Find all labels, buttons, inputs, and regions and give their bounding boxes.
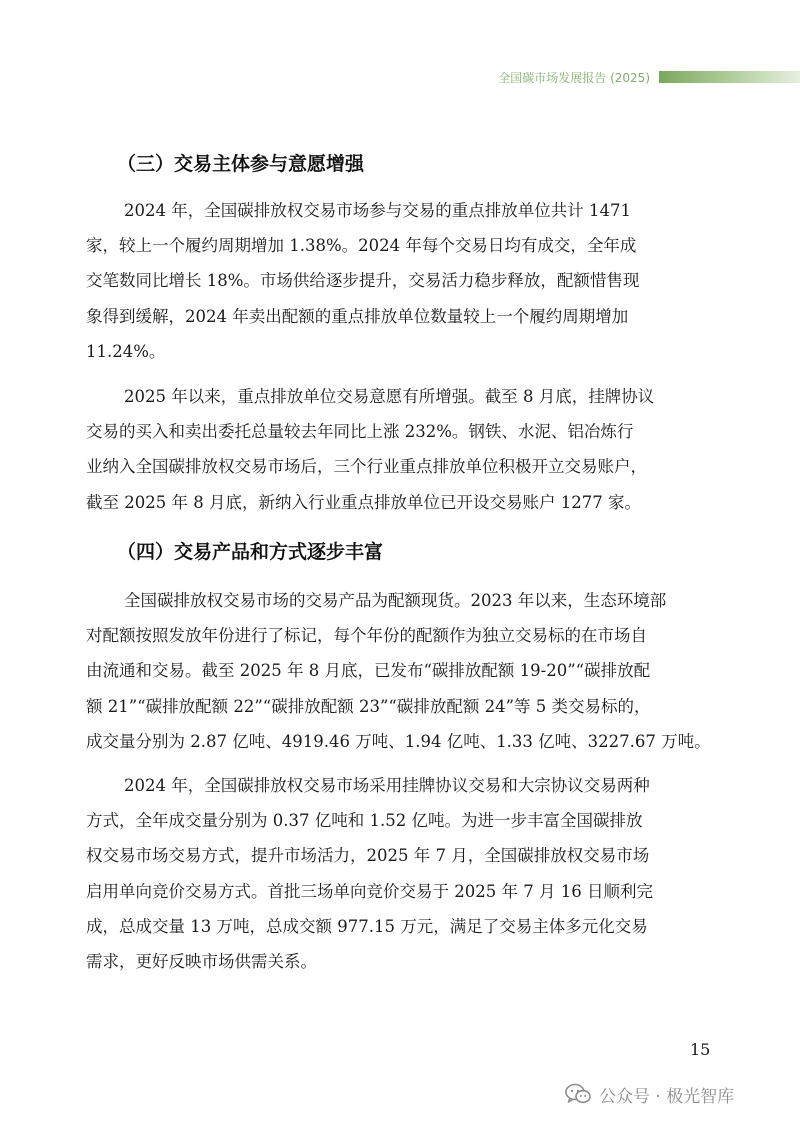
paragraph-line: 象得到缓解，2024 年卖出配额的重点排放单位数量较上一个履约周期增加 — [86, 306, 629, 326]
paragraph-line: 交笔数同比增长 18%。市场供给逐步提升，交易活力稳步释放，配额惜售现 — [86, 271, 640, 291]
paragraph-line: 启用单向竞价交易方式。首批三场单向竞价交易于 2025 年 7 月 16 日顺利完 — [86, 881, 653, 901]
paragraph — [86, 768, 716, 979]
paragraph — [86, 379, 716, 520]
paragraph-line: 截至 2025 年 8 月底，新纳入行业重点排放单位已开设交易账户 1277 家。 — [86, 492, 641, 512]
paragraph-line: 2024 年，全国碳排放权交易市场参与交易的重点排放单位共计 1471 — [124, 201, 631, 220]
paragraph-line: 家，较上一个履约周期增加 1.38%。2024 年每个交易日均有成交，全年成 — [86, 236, 637, 256]
paragraph — [86, 193, 716, 369]
paragraph-line: 交易的买入和卖出委托总量较去年同比上涨 232%。钢铁、水泥、铝冶炼行 — [86, 422, 634, 442]
paragraph-line: 需求，更好反映市场供需关系。 — [86, 952, 317, 972]
section-heading-4: （四）交易产品和方式逐步丰富 — [117, 541, 384, 563]
paragraph-line: 11.24%。 — [86, 341, 166, 361]
paragraph-line: 由流通和交易。截至 2025 年 8 月底，已发布“碳排放配额 19-20”“碳排放配 — [86, 661, 651, 681]
header-accent-bar — [659, 71, 800, 83]
wechat-icon — [565, 1083, 591, 1105]
watermark — [565, 1080, 734, 1108]
paragraph-line: 2024 年，全国碳排放权交易市场采用挂牌协议交易和大宗协议交易两种 — [124, 776, 650, 795]
paragraph-line: 对配额按照发放年份进行了标记，每个年份的配额作为独立交易标的在市场自 — [86, 626, 647, 646]
paragraph-line: 业纳入全国碳排放权交易市场后，三个行业重点排放单位积极开立交易账户， — [86, 457, 647, 477]
paragraph-line: 权交易市场交易方式，提升市场活力，2025 年 7 月，全国碳排放权交易市场 — [86, 846, 650, 866]
paragraph-line: 成交量分别为 2.87 亿吨、4919.46 万吨、1.94 亿吨、1.33 亿吨、3227.67 万吨。 — [86, 731, 711, 751]
paragraph-line: 方式，全年成交量分别为 0.37 亿吨和 1.52 亿吨。为进一步丰富全国碳排放 — [86, 811, 643, 831]
paragraph-line: 2025 年以来，重点排放单位交易意愿有所增强。截至 8 月底，挂牌协议 — [124, 387, 655, 406]
paragraph — [86, 583, 716, 759]
paragraph-line: 额 21”“碳排放配额 22”“碳排放配额 23”“碳排放配额 24”等 5 类交易标的， — [86, 696, 651, 716]
watermark-text: 公众号 · 极光智库 — [599, 1086, 735, 1107]
page-number: 15 — [690, 1040, 711, 1059]
paragraph-line: 成，总成交量 13 万吨，总成交额 977.15 万元，满足了交易主体多元化交易 — [86, 916, 648, 936]
running-header — [0, 68, 800, 88]
section-heading-3: （三）交易主体参与意愿增强 — [117, 153, 365, 175]
report-title: 全国碳市场发展报告 (2025) — [498, 71, 650, 85]
paragraph-line: 全国碳排放权交易市场的交易产品为配额现货。2023 年以来，生态环境部 — [124, 591, 667, 610]
